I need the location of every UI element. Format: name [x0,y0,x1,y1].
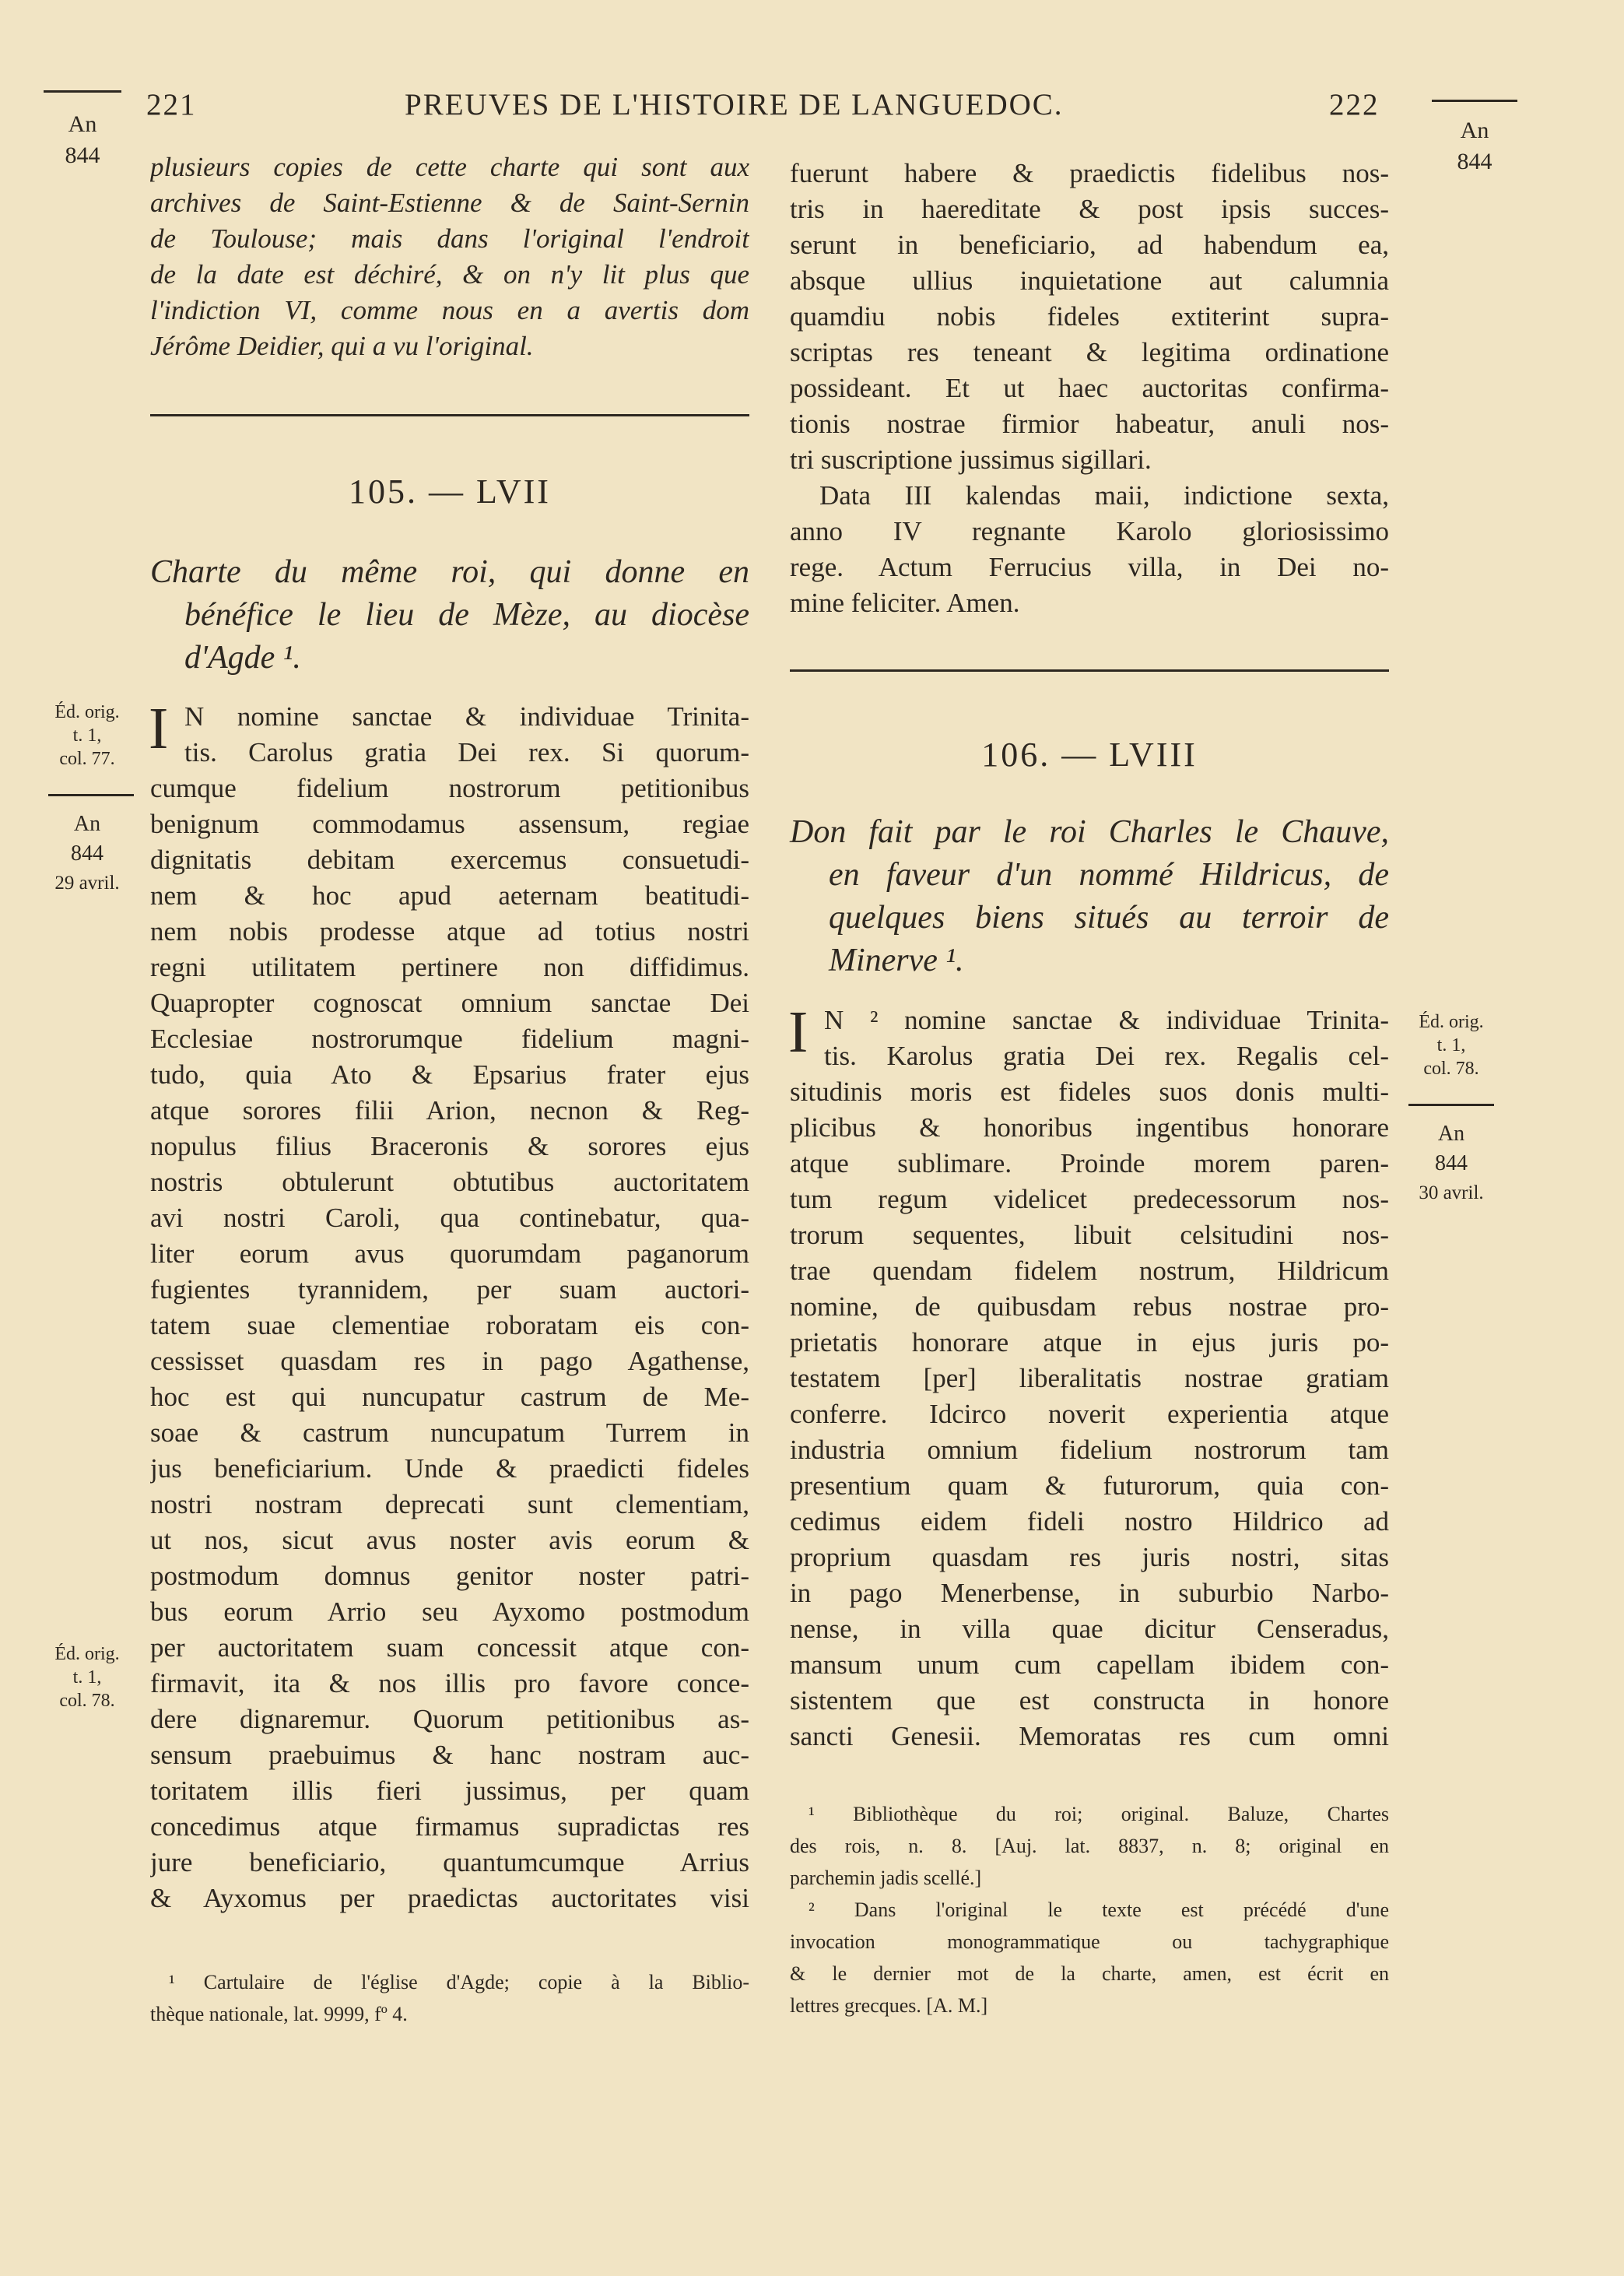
text-line: conferre. Idcirco noverit experientia atque [790,1399,1389,1429]
footnote [150,1966,749,2030]
text-line: tudo, quia Ato & Epsarius frater ejus [150,1059,749,1090]
text-line: nomine, de quibusdam rebus nostrae pro- [790,1291,1389,1322]
text-line: nense, in villa quae dicitur Censeradus, [790,1614,1389,1644]
charter-continuation [790,156,1389,621]
margin-date-note [1401,1119,1502,1208]
text-line: presentium quam & futurorum, quia con- [790,1470,1389,1501]
text-line: possideant. Et ut haec auctoritas confirma- [790,373,1389,403]
text-line: nem nobis prodesse atque ad totius nostri [150,916,749,947]
margin-edition-note [1401,1010,1502,1080]
text-line: dere dignaremur. Quorum petitionibus as- [150,1704,749,1734]
margin-year-note [1432,115,1517,177]
margin-rule [1432,100,1517,102]
margin-text: Éd. orig. [1419,1012,1484,1032]
text-line: jure beneficiario, quantumcumque Arrius [150,1847,749,1877]
footnotes [790,1798,1389,2021]
margin-text: t. 1, [72,725,102,746]
charter-summary [790,811,1389,982]
summary-line: bénéfice le lieu de Mèze, au diocèse [184,597,749,633]
text-line: mine feliciter. Amen. [790,588,1020,618]
text-line: l'indiction VI, comme nous en a avertis dom [150,295,749,325]
text-line: postmodum domnus genitor noster patri- [150,1561,749,1591]
text-line: proprium quasdam res juris nostri, sitas [790,1542,1389,1572]
margin-date-note [40,810,134,898]
text-line: prietatis honorare atque in ejus juris po- [790,1327,1389,1358]
text-line: dignitatis debitam exercemus consuetudi- [150,845,749,875]
text-line: tris in haereditate & post ipsis succes- [790,194,1389,224]
margin-rule [44,90,121,93]
text-line: tionis nostrae firmior habeatur, anuli nos- [790,409,1389,439]
text-line: firmavit, ita & nos illis pro favore conce- [150,1668,749,1698]
section-divider [150,414,749,416]
text-line: N ² nomine sanctae & individuae Trinita- [824,1005,1389,1035]
text-line: Data III kalendas maii, indictione sexta, [819,480,1389,511]
summary-line: d'Agde ¹. [184,640,301,676]
text-line: ut nos, sicut avus noster avis eorum & [150,1525,749,1555]
running-title: PREUVES DE L'HISTOIRE DE LANGUEDOC. [405,88,1064,121]
text-line: N nomine sanctae & individuae Trinita- [184,701,749,732]
page-number-left: 221 [146,88,197,121]
text-line: cedimus eidem fideli nostro Hildrico ad [790,1506,1389,1537]
text-line: Ecclesiae nostrorumque fidelium magni- [150,1024,749,1054]
text-line: nostri nostram deprecati sunt clementiam, [150,1489,749,1519]
margin-rule [1408,1104,1494,1106]
text-line: industria omnium fidelium nostrorum tam [790,1435,1389,1465]
text-line: plicibus & honoribus ingentibus honorare [790,1112,1389,1143]
text-line: anno IV regnante Karolo gloriosissimo [790,516,1389,546]
text-line: Quapropter cognoscat omnium sanctae Dei [150,988,749,1018]
text-line: benignum commodamus assensum, regiae [150,809,749,839]
text-line: jus beneficiarium. Unde & praedicti fideles [150,1453,749,1484]
footnote-line: lettres grecques. [A. M.] [790,1994,988,2017]
margin-text: 844 [65,142,100,168]
text-line: trae quendam fidelem nostrum, Hildricum [790,1256,1389,1286]
text-line: concedimus atque firmamus supradictas res [150,1811,749,1842]
margin-edition-note [40,1642,134,1712]
text-line: plusieurs copies de cette charte qui sont aux [150,152,749,182]
text-line: sistentem que est constructa in honore [790,1685,1389,1716]
page-number-right: 222 [1329,88,1380,121]
text-line: scriptas res teneant & legitima ordinatione [790,337,1389,367]
text-line: tatem suae clementiae roboratam eis con- [150,1310,749,1340]
text-line: regni utilitatem pertinere non diffidimus. [150,952,749,982]
footnote-line: invocation monogrammatique ou tachygraphique [790,1930,1389,1953]
margin-text: col. 78. [1423,1059,1479,1079]
footnote-line: ² Dans l'original le texte est précédé d'une [808,1898,1389,1921]
summary-line: quelques biens situés au terroir de [829,900,1389,936]
drop-cap: I [149,696,169,761]
text-line: testatem [per] liberalitatis nostrae gratiam [790,1363,1389,1393]
text-line: tis. Karolus gratia Dei rex. Regalis cel- [824,1041,1389,1071]
margin-text: t. 1, [72,1667,102,1688]
text-line: nem & hoc apud aeternam beatitudi- [150,880,749,911]
summary-line: Minerve ¹. [829,943,964,978]
text-line: cumque fidelium nostrorum petitionibus [150,773,749,803]
text-line: nopulus filius Braceronis & sorores ejus [150,1131,749,1161]
charter-text [788,999,1389,1754]
text-line: de Toulouse; mais dans l'original l'endroit [150,223,749,254]
margin-text: 844 [1457,149,1492,174]
summary-line: Don fait par le roi Charles le Chauve, [790,814,1389,850]
footnote-line: ¹ Bibliothèque du roi; original. Baluze, Chartes [808,1803,1389,1825]
margin-text: Éd. orig. [54,1644,120,1664]
footnote-line: & le dernier mot de la charte, amen, est écrit en [790,1962,1389,1985]
text-line: hoc est qui nuncupatur castrum de Me- [150,1382,749,1412]
footnote-line: thèque nationale, lat. 9999, fº 4. [150,2003,408,2025]
margin-text: col. 78. [59,1691,115,1711]
summary-line: en faveur d'un nommé Hildricus, de [829,857,1389,893]
text-line: trorum sequentes, libuit celsitudini nos- [790,1220,1389,1250]
margin-text: Éd. orig. [54,702,120,722]
margin-rule [48,794,134,796]
text-line: soae & castrum nuncupatum Turrem in [150,1417,749,1448]
text-line: bus eorum Arrio seu Ayxomo postmodum [150,1596,749,1627]
margin-text: An [1437,1122,1465,1146]
text-line: rege. Actum Ferrucius villa, in Dei no- [790,552,1389,582]
text-line: Jérôme Deidier, qui a vu l'original. [150,331,534,361]
drop-cap: I [788,999,808,1065]
text-line: tum regum videlicet predecessorum nos- [790,1184,1389,1214]
text-line: fuerunt habere & praedictis fidelibus nos- [790,158,1389,188]
footnote-line: des rois, n. 8. [Auj. lat. 8837, n. 8; original en [790,1835,1389,1857]
margin-edition-note [40,701,134,771]
text-line: de la date est déchiré, & on n'y lit plus que [150,259,749,290]
text-line: avi nostri Caroli, qua continebatur, qua- [150,1203,749,1233]
margin-text: t. 1, [1436,1035,1466,1055]
text-line: quamdiu nobis fideles extiterint supra- [790,301,1389,332]
text-line: atque sublimare. Proinde morem paren- [790,1148,1389,1178]
text-line: cessisset quasdam res in pago Agathense, [150,1346,749,1376]
text-line: nostris obtulerunt obtutibus auctoritatem [150,1167,749,1197]
text-line: mansum unum cum capellam ibidem con- [790,1649,1389,1680]
charter-summary [150,551,749,680]
margin-text: 844 [1435,1151,1468,1175]
text-line: serunt in beneficiario, ad habendum ea, [790,230,1389,260]
charter-number: 106. — LVIII [981,736,1198,774]
margin-text: An [73,812,101,836]
text-line: absque ullius inquietatione aut calumnia [790,265,1389,296]
margin-text: 30 avril. [1419,1182,1484,1203]
charter-text [149,696,749,1916]
margin-text: 29 avril. [54,873,120,894]
text-line: in pago Menerbense, in suburbio Narbo- [790,1578,1389,1608]
text-line: tis. Carolus gratia Dei rex. Si quorum- [184,737,749,767]
text-line: per auctoritatem suam concessit atque con- [150,1632,749,1663]
text-line: toritatem illis fieri jussimus, per quam [150,1775,749,1806]
margin-year-note [44,109,121,171]
text-line: atque sorores filii Arion, necnon & Reg- [150,1095,749,1126]
left-intro-paragraph [150,149,749,364]
text-line: tri suscriptione jussimus sigillari. [790,444,1152,475]
text-line: liter eorum avus quorumdam paganorum [150,1238,749,1269]
margin-text: col. 77. [59,749,115,769]
text-line: sensum praebuimus & hanc nostram auc- [150,1740,749,1770]
text-line: & Ayxomus per praedictas auctoritates visi [150,1883,749,1913]
footnote-line: ¹ Cartulaire de l'église d'Agde; copie à la Biblio- [169,1971,749,1993]
footnote-line: parchemin jadis scellé.] [790,1867,982,1889]
text-line: situdinis moris est fideles suos donis multi- [790,1077,1389,1107]
charter-number: 105. — LVII [349,472,551,511]
margin-text: An [68,111,97,137]
text-line: fugientes tyrannidem, per suam auctori- [150,1274,749,1305]
margin-text: 844 [71,841,103,866]
text-line: archives de Saint-Estienne & de Saint-Sernin [150,188,749,218]
section-divider [790,669,1389,672]
text-line: sancti Genesii. Memoratas res cum omni [790,1721,1389,1751]
summary-line: Charte du même roi, qui donne en [150,554,749,590]
margin-text: An [1460,118,1489,143]
